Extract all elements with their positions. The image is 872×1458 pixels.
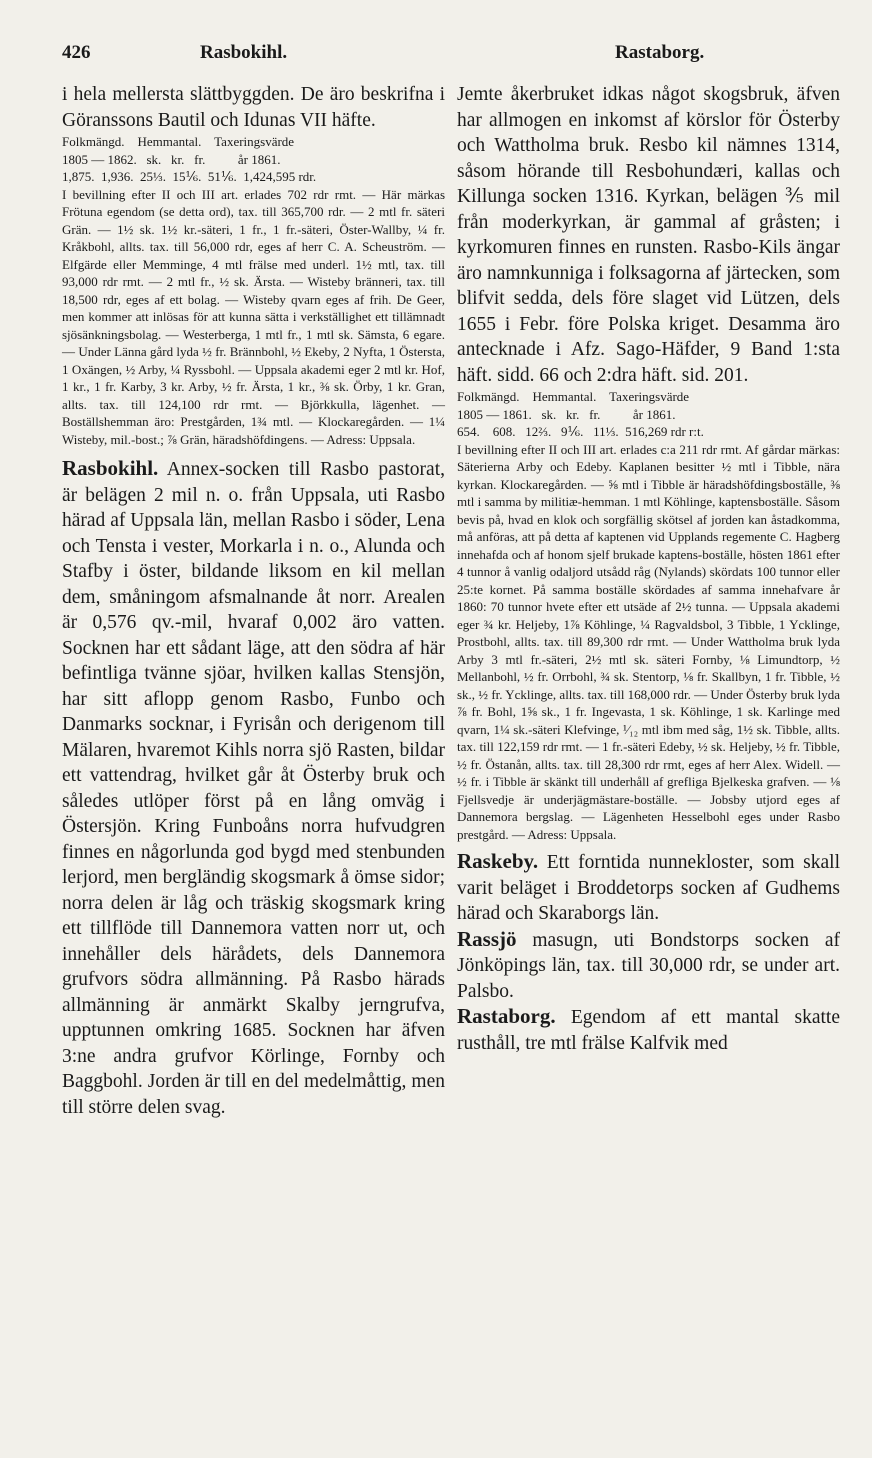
entry-title: Rasbokihl. <box>62 456 159 480</box>
stats-row: 654. 608. 12⅔. 9⅙. 11⅓. 516,269 rdr r:t. <box>457 424 704 439</box>
running-title-right: Rastaborg. <box>615 42 705 63</box>
entry-title: Rastaborg. <box>457 1004 556 1028</box>
paragraph: I bevillning efter II och III art. erlades c:a 211 rdr rmt. Af gårdar märkas: Säterierna Arby och Edeby. Kaplanen besitter ½ mtl i Tibble, nära kyrkan. Klockaregården. — ⅝ mtl i Tibble är häradshöfdingsboställe, ⅜ mtl i samma by militiæ-hemman. 1 mtl Köhlinge, kaptensboställe. Såsom bevis på, hvad en klok och sorgfällig skötsel af jorden kan åstadkomma, må anföras, att på detta af kaptenen vid Upplands regemente C. Hagberg innehafda och af honom sjelf brukade kaptens-boställe, hösten 1861 efter 4 tunnor å vanlig odaljord utsådd råg (Nylands) skördats 100 tunnor eller 25:te kornet. På samma boställe skördades af samma innehafvare år 1860: 70 tunnor hvete efter ett utsäde af 2½ tunna. — Uppsala akademi eger ¾ kr. Heljeby, 1⅞ Köhlinge, ¼ Ragvaldsbol, 3 Tibble, 1 Ycklinge, Prostbohl, allts. tax. till 89,300 rdr rmt. — Under Wattholma bruk lyda Arby 3 mtl fr.-säteri, 2½ mtl sk. säteri Fornby, ⅛ Limundtorp, ½ Mellanbohl, ½ fr. Orrbohl, ¾ sk. Stentorp, ⅛ fr. Skallbyn, 1 fr. Tibble, ½ sk., ½ fr. Ycklinge, allts. tax. till 168,000 rdr. — Under Österby bruk lyda ⅞ fr. Bohl, 1⅝ sk., 1 fr. Ingevasta, 1 sk. Köhlinge, 1 sk. Karlinge med qvarn, 1¼ sk.-säteri Klefvinge, ¹⁄₁₂ mtl ibm med såg, 1½ sk. Tibble, allts. tax. till 122,159 rdr rmt. — 1 fr.-säteri Edeby, ½ sk. Heljeby, ½ fr. Tibble, ½ fr. Östanån, allts. tax. till 28,300 rdr rmt, eges af herr Alex. Widell. — ½ fr. i Tibble är skänkt till underhåll af grefliga Bjelkeska grafven. — ⅛ Fjellsvedje är underjägmästare-boställe. — Jobsby utjord eges af Dannemora bergslag. — Lägenheten Hesselbohl eges under Rasbo prestgård. — Adress: Uppsala. <box>457 441 840 842</box>
entry-raskeby <box>457 849 840 927</box>
entry-rasbokihl <box>62 456 445 1120</box>
right-column <box>457 82 840 1056</box>
entry-body: Ett forntida nunnekloster, som skall varit beläget i Broddetorps socken af Gudhems härad och Skaraborgs län. <box>457 852 840 924</box>
paragraph: Jemte åkerbruket idkas något skogsbruk, äfven har allmogen en inkomst af körslor för Österby och Wattholma bruk. Resbo kil nämnes 1314, såsom hörande till Resbohundæri, kallas och Killunga socken 1316. Kyrkan, belägen ⅗ mil från moderkyrkan, är gammal af gråsten; i kyrkomuren finnes en runsten. Rasbo-Kils ängar äro namnkunniga i folksagorna af järtecken, som blifvit sedda, dels före slaget vid Lützen, dels 1655 i Febr. före Polska kriget. Desamma äro antecknade i Afz. Sago-Häfder, 9 Band 1:sta häft. sidd. 66 och 2:dra häft. sid. 201. <box>457 84 840 386</box>
paragraph: i hela mellersta slättbyggden. De äro beskrifna i Göranssons Bautil och Idunas VII häfte. <box>62 84 445 131</box>
entry-title: Rassjö <box>457 926 517 951</box>
paragraph: I bevillning efter II och III art. erlades 702 rdr rmt. — Här märkas Frötuna egendom (se detta ord), tax. till 365,700 rdr. — 2 mtl fr. säteri Grän. — 1½ sk. 1½ kr.-säteri, 1 fr., 1 fr.-säteri, Öster-Wallby, ¼ fr. Kråkbohl, allts. tax. till 56,000 rdr, eges af herr C. A. Scheuström. — Elfgärde eller Memminge, 4 mtl frälse med underl. 1½ mtl, tax. till 93,000 rdr rmt. — 2 mtl fr., ½ sk. Ärsta. — Wisteby bränneri, tax. till 18,500 rdr, eges af ett bolag. — Wisteby qvarn eges af frih. De Geer, men kommer att inlösas för att kunna sätta i verkställighet ett tillämnadt sjösänkningsbolag. — Westerberga, 1 mtl fr., 1 mtl sk. Sämsta, 6 egare. — Under Länna gård lyda ½ fr. Brännbohl, ½ Ekeby, 2 Nyfta, 1 Östersta, 1 Oxängen, ½ Arby, ¼ Ryssbohl. — Uppsala akademi eger 2 mtl kr. Hof, 1 kr., 1 fr. Karby, 3 kr. Arby, ½ fr. Ärsta, 1 kr., ⅜ sk. Örby, 1 kr. Gran, allts. tax. till 124,100 rdr rmt. — Björkkulla, lägenhet. — Boställshemman äro: Prestgården, 1¾ mtl. — Klockaregården. — 1¼ Wisteby, mil.-bost.; ⅞ Grän, häradshöfdingens. — Adress: Uppsala. <box>62 186 445 447</box>
entry-rassjo <box>457 927 840 1005</box>
stats-header: Folkmängd. Hemmantal. Taxeringsvärde <box>62 134 295 149</box>
left-column <box>62 82 445 1120</box>
entry-body: masugn, uti Bondstorps socken af Jönköpings län, tax. till 30,000 rdr, se under art. Palsbo. <box>457 929 840 1002</box>
entry-title: Raskeby. <box>457 849 539 873</box>
stats-row: 1805 — 1862. sk. kr. fr. år 1861. <box>62 151 281 167</box>
stats-header: Folkmängd. Hemmantal. Taxeringsvärde <box>457 389 690 404</box>
page-number: 426 <box>62 42 91 63</box>
running-title-left: Rasbokihl. <box>200 42 288 63</box>
stats-row: 1,875. 1,936. 25⅓. 15⅙. 51⅙. 1,424,595 rdr. <box>62 169 317 184</box>
entry-body: Egendom af ett mantal skatte rusthåll, tre mtl frälse Kalfvik med <box>457 1007 840 1054</box>
entry-body: Annex-socken till Rasbo pastorat, är belägen 2 mil n. o. från Uppsala, uti Rasbo härad af Uppsala län, mellan Rasbo i söder, Lena och Tensta i vester, Morkarla i n. o., Alunda och Stafby i öster, bildande liksom en kil mellan dem, småningom afsmalnande åt norr. Arealen är 0,576 qv.-mil, hvaraf 0,002 äro vatten. Socknen har ett sådant läge, att den södra af här befintliga tvänne sjöar, hvilken kallas Stensjön, har sitt aflopp genom Rasbo, Funbo och Danmarks socknar, i Fyrisån och derigenom till Mälaren, hvaremot Kihls norra sjö Rasten, bildar ett vattendrag, hvilket går åt Österby bruk och således utlöper först på en lång omväg i Östersjön. Kring Funboåns norra hufvudgren finnes en någorlunda god bygd med stenbunden lerjord, men bergländig skogsmark å ömse sidor; norra delen är låg och träskig skogsmark kring ett tillflöde till Dannemora vatten norr ut, och innehåller dels härådets, dels Dannemora grufvors södra allmänning. På Rasbo härads allmänning är anmärkt Skalby jerngrufva, upptunnen omkring 1685. Socknen har äfven 3:ne andra grufvor Körlinge, Fornby och Baggbohl. Jorden är till en del medelmåttig, men till större delen svag. <box>62 459 445 1118</box>
entry-rastaborg <box>457 1004 840 1056</box>
stats-row: 1805 — 1861. sk. kr. fr. år 1861. <box>457 406 676 422</box>
